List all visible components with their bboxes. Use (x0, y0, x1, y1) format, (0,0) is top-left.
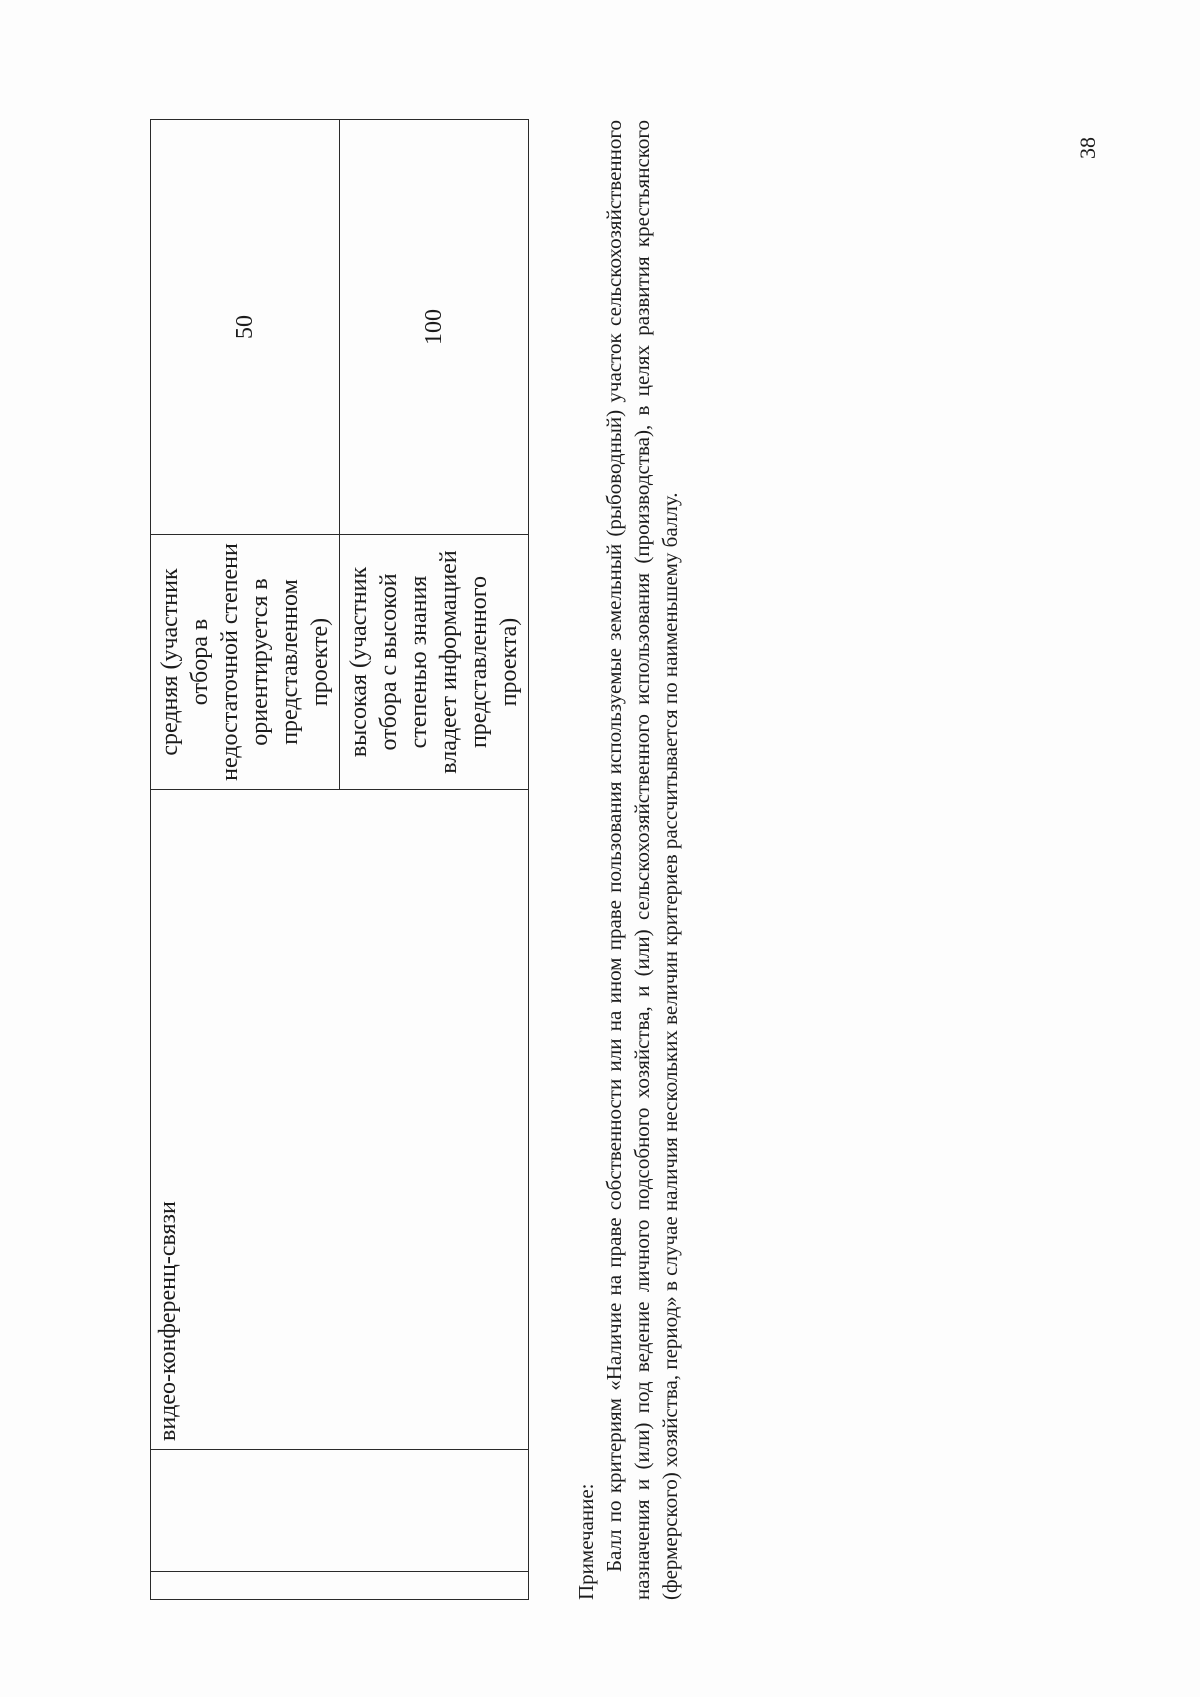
table-row (151, 120, 340, 1600)
note-text: Балл по критериям «Наличие на праве собственности или на ином праве пользования используемые земельный (рыбоводный) участок сельскохозяйственного назначения и (или) под ведение личного подсобного хозяйства, и (или) сельскохозяйственного использования (производства), в целях развития крестьянского (фермерского) хозяйства, период» в случае наличия нескольких величин критериев рассчитывается по наименьшему баллу. (602, 120, 682, 1600)
criteria-table (150, 119, 529, 1600)
page-number: 38 (1075, 137, 1100, 159)
note-label: Примечание: (574, 1483, 598, 1600)
score-medium: 50 (232, 315, 258, 339)
level-high-text: высокая (участник отбора с высокой степенью знания владеет информацией представленного проекта) (346, 550, 522, 774)
level-medium-text: средняя (участник отбора в недостаточной степени ориентируется в представленном проекте) (157, 543, 333, 781)
score-cell (151, 120, 340, 535)
number-cell (151, 1572, 529, 1600)
score-cell (340, 120, 529, 535)
rotated-content (150, 120, 910, 1600)
empty-cell (151, 1450, 529, 1572)
note-block (572, 120, 684, 1600)
criterion-cell (151, 790, 529, 1450)
score-high: 100 (421, 309, 447, 345)
level-cell (151, 535, 340, 790)
level-cell (340, 535, 529, 790)
criterion-text: видео-конференц-связи (155, 1201, 181, 1441)
